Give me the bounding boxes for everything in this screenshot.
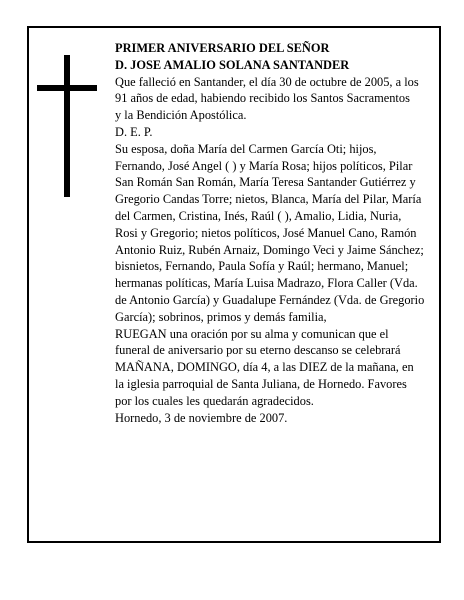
- place-date-signature: Hornedo, 3 de noviembre de 2007.: [115, 410, 288, 425]
- notice-title-line-1: PRIMER ANIVERSARIO DEL SEÑOR: [115, 41, 330, 55]
- death-info: Que falleció en Santander, el día 30 de octubre de 2005, a los 91 años de edad, habiendo recibido los Santos Sacramentos: [115, 74, 419, 106]
- cross-icon-crossbar: [37, 85, 97, 91]
- family-list: Su esposa, doña María del Carmen García Oti; hijos, Fernando, José Angel ( ) y María Rosa; hijos políticos, Pilar San Román San Román, María Teresa Santander Gutiérrez y Gregorio Candas Torre; nietos, Blanca, María del Pilar, María del Carmen, Cristina, Inés, Raúl ( ), Amalio, Lidia, Nuria, Rosi y Gregorio; nietos políticos, José Manuel Cano, Ramón Antonio Ruiz, Rubén Arnaiz, Domingo Veci y Jaime Sánchez; bisnietos, Fernando, Paula Sofía y Raúl; hermano, Manuel; hermanas políticas, María Luisa Madrazo, Flora Caller (Vda. de Antonio García) y Guadalupe Fernández (Vda. de Gregorio García); sobrinos, primos y demás familia,: [115, 141, 425, 324]
- rip-text: D. E. P.: [115, 124, 153, 139]
- notice-title-line-2: D. JOSE AMALIO SOLANA SANTANDER: [115, 57, 350, 72]
- cross-icon: [64, 55, 70, 197]
- funeral-request: RUEGAN una oración por su alma y comunican que el funeral de aniversario por su eterno descanso se celebrará MAÑANA, DOMINGO, día 4, a las DIEZ de la mañana, en la iglesia parroquial de Santa Juliana, de Hornedo. Favores por los cuales les quedarán agradecidos.: [115, 326, 414, 408]
- notice-text: [115, 40, 425, 426]
- death-info-continued: y la Bendición Apostólica.: [115, 108, 247, 123]
